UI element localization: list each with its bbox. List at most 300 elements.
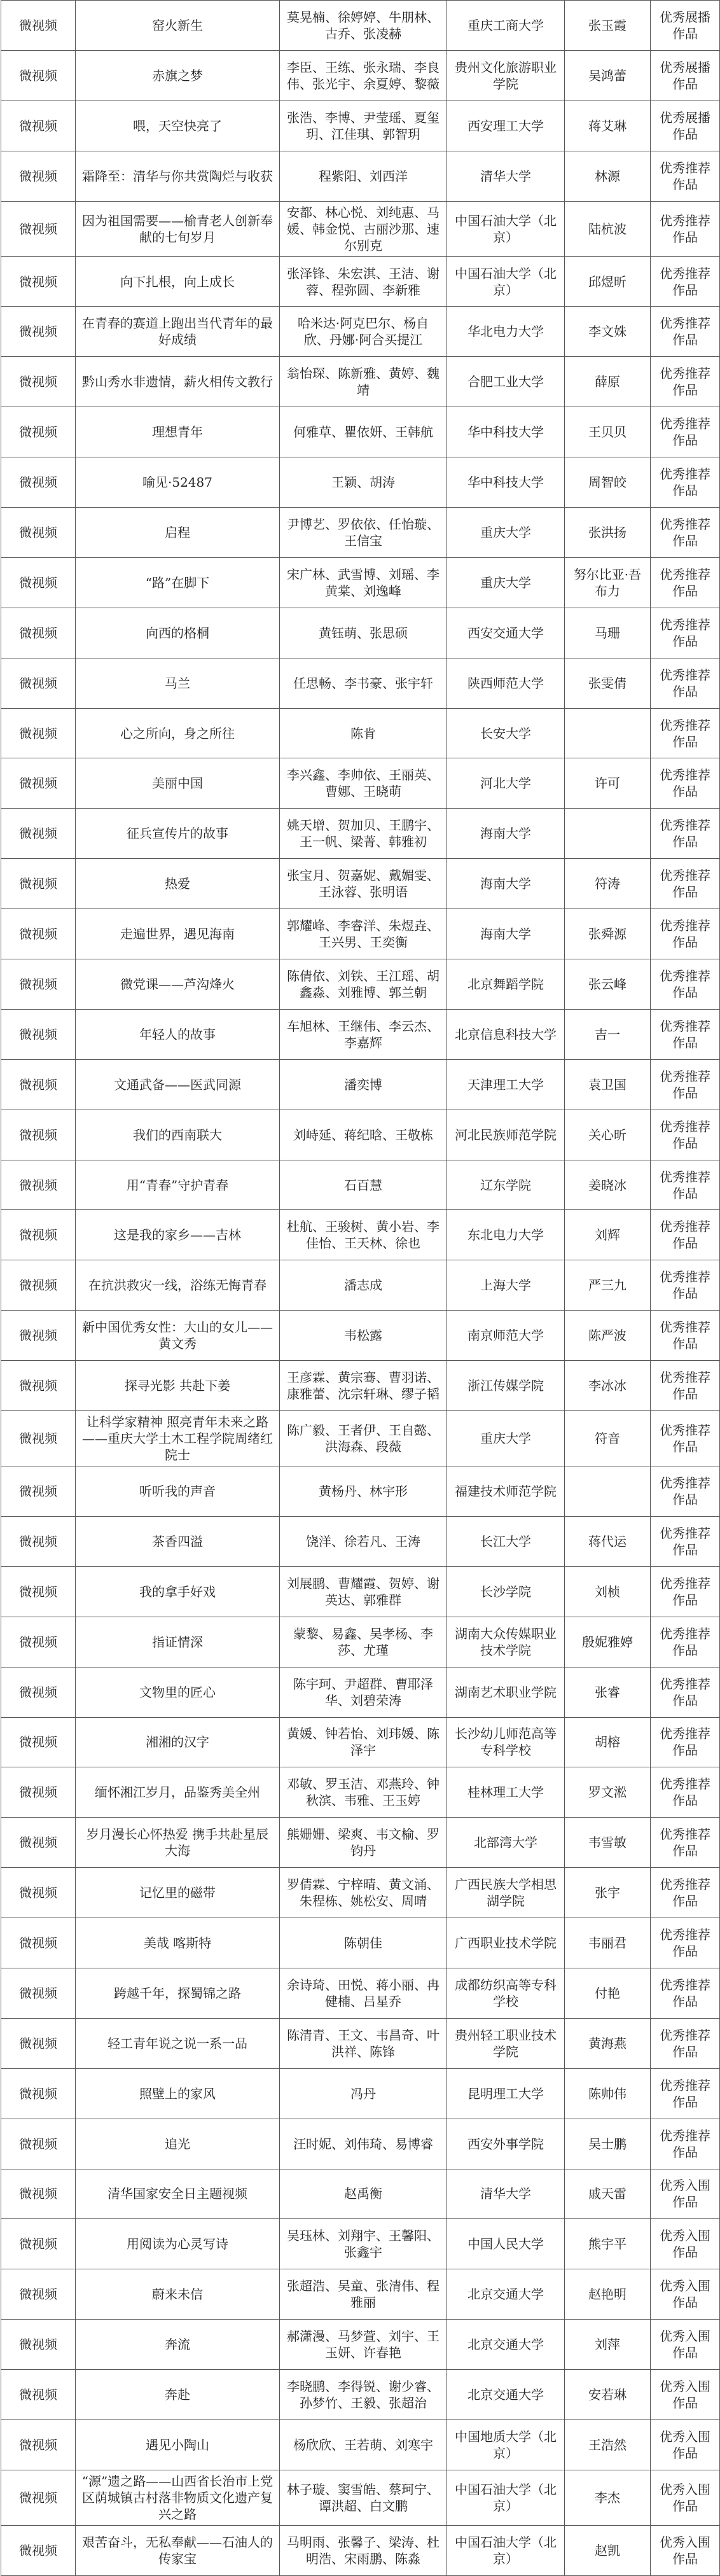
category-cell: 微视频 [1,1516,76,1566]
table-row [1,256,720,307]
advisor-cell: 熊宇平 [565,2219,651,2269]
school-cell: 华中科技大学 [447,407,565,457]
advisor-cell: 姜晓冰 [565,1160,651,1210]
category-cell: 微视频 [1,1466,76,1517]
school-cell: 浙江传媒学院 [447,1361,565,1411]
authors-cell: 翁怡琛、陈新雅、黄婷、魏靖 [280,357,447,407]
table-row [1,758,720,809]
advisor-cell: 胡榕 [565,1717,651,1767]
table-row [1,407,720,457]
table-row [1,859,720,909]
category-cell: 微视频 [1,1009,76,1059]
category-cell: 微视频 [1,809,76,859]
authors-cell: 汪时妮、刘伟琦、易博睿 [280,2119,447,2169]
school-cell: 华中科技大学 [447,457,565,508]
title-cell: 让科学家精神 照亮青年未来之路——重庆大学土木工程学院周绪红院士 [76,1411,280,1466]
school-cell: 西安理工大学 [447,101,565,151]
award-cell: 优秀推荐作品 [651,1260,720,1311]
title-cell: 蔚来未信 [76,2269,280,2320]
category-cell: 微视频 [1,2470,76,2525]
advisor-cell: 赵艳明 [565,2269,651,2320]
table-row [1,1918,720,1968]
authors-cell: 郭耀峰、李睿洋、朱煜垚、王兴男、王奕衡 [280,909,447,959]
advisor-cell [565,809,651,859]
title-cell: 新中国优秀女性：大山的女儿——黄文秀 [76,1311,280,1361]
school-cell: 广西民族大学相思湖学院 [447,1868,565,1918]
title-cell: 听听我的声音 [76,1466,280,1517]
title-cell: 热爱 [76,859,280,909]
school-cell: 重庆大学 [447,557,565,608]
category-cell: 微视频 [1,1566,76,1617]
advisor-cell: 符音 [565,1411,651,1466]
school-cell: 湖南艺术职业学院 [447,1667,565,1717]
title-cell: 用阅读为心灵写诗 [76,2219,280,2269]
advisor-cell: 张雯倩 [565,658,651,708]
category-cell: 微视频 [1,508,76,558]
authors-cell: 余诗琦、田悦、蒋小丽、冉健楠、吕星乔 [280,1968,447,2018]
title-cell: 霜降至：清华与你共赏陶烂与收获 [76,151,280,201]
school-cell: 辽东学院 [447,1160,565,1210]
award-cell: 优秀推荐作品 [651,1818,720,1868]
authors-cell: 黄杨丹、林宇形 [280,1466,447,1517]
award-cell: 优秀推荐作品 [651,658,720,708]
advisor-cell: 王贝贝 [565,407,651,457]
authors-cell: 王颖、胡涛 [280,457,447,508]
authors-cell: 张超浩、吴童、张清伟、程雅丽 [280,2269,447,2320]
authors-cell: 林子璇、窦雪皓、蔡珂宁、谭洪超、白文鹏 [280,2470,447,2525]
table-row [1,50,720,101]
award-cell: 优秀推荐作品 [651,457,720,508]
table-row [1,508,720,558]
advisor-cell: 袁卫国 [565,1059,651,1110]
authors-cell: 李臣、王练、张永瑞、李良伟、张光宇、余夏婷、黎薇 [280,50,447,101]
category-cell: 微视频 [1,50,76,101]
school-cell: 昆明理工大学 [447,2068,565,2119]
title-cell: 照壁上的家风 [76,2068,280,2119]
title-cell: 在青春的赛道上跑出当代青年的最好成绩 [76,307,280,357]
table-row [1,1160,720,1210]
category-cell: 微视频 [1,1667,76,1717]
authors-cell: 郝潇漫、马梦萱、刘宇、王玉妍、许春艳 [280,2320,447,2370]
title-cell: 清华国家安全日主题视频 [76,2169,280,2219]
advisor-cell: 陆杭波 [565,201,651,256]
authors-cell: 安都、林心悦、刘纯惠、马媛、韩金悦、古丽沙那、速尔别克 [280,201,447,256]
title-cell: “源”遗之路——山西省长治市上党区荫城镇古村落非物质文化遗产复兴之路 [76,2470,280,2525]
school-cell: 长安大学 [447,708,565,758]
school-cell: 中国石油大学（北京） [447,2525,565,2575]
table-row [1,2370,720,2420]
table-row [1,357,720,407]
table-row [1,2119,720,2169]
title-cell: 文物里的匠心 [76,1667,280,1717]
table-row [1,608,720,658]
authors-cell: 邓敏、罗玉洁、邓燕玲、钟秋滨、韦雅、王玉婷 [280,1767,447,1818]
category-cell: 微视频 [1,1110,76,1160]
title-cell: 轻工青年说之说一系一品 [76,2018,280,2068]
authors-cell: 杨欣欣、王若萌、刘寒宇 [280,2419,447,2470]
title-cell: 向下扎根，向上成长 [76,256,280,307]
school-cell: 北京交通大学 [447,2370,565,2420]
category-cell: 微视频 [1,307,76,357]
title-cell: 理想青年 [76,407,280,457]
award-cell: 优秀推荐作品 [651,909,720,959]
authors-cell: 蒙黎、易鑫、吴孝杨、李莎、尤瑾 [280,1617,447,1667]
table-row [1,2320,720,2370]
table-row [1,708,720,758]
advisor-cell: 付艳 [565,1968,651,2018]
table-row [1,2269,720,2320]
table-body [1,1,720,2576]
school-cell: 河北民族师范学院 [447,1110,565,1160]
school-cell: 清华大学 [447,151,565,201]
advisor-cell: 张玉霞 [565,1,651,51]
title-cell: 茶香四溢 [76,1516,280,1566]
advisor-cell: 陈严波 [565,1311,651,1361]
table-row [1,2525,720,2575]
category-cell: 微视频 [1,201,76,256]
authors-cell: 任思畅、李书豪、张宇轩 [280,658,447,708]
authors-cell: 潘志成 [280,1260,447,1311]
title-cell: 走遍世界，遇见海南 [76,909,280,959]
school-cell: 中国石油大学（北京） [447,201,565,256]
advisor-cell: 韦雪敏 [565,1818,651,1868]
award-cell: 优秀推荐作品 [651,407,720,457]
category-cell: 微视频 [1,2419,76,2470]
award-cell: 优秀推荐作品 [651,1110,720,1160]
title-cell: 我的拿手好戏 [76,1566,280,1617]
authors-cell: 李晓鹏、李得锐、谢少睿、孙梦竹、王毅、张超治 [280,2370,447,2420]
category-cell: 微视频 [1,2320,76,2370]
school-cell: 广西职业技术学院 [447,1918,565,1968]
table-row [1,1566,720,1617]
school-cell: 天津理工大学 [447,1059,565,1110]
authors-cell: 陈宇珂、尹超群、曹耶泽华、刘碧荣涛 [280,1667,447,1717]
advisor-cell: 吉一 [565,1009,651,1059]
table-row [1,1516,720,1566]
authors-cell: 刘展鹏、曹耀霞、贺婷、谢英达、郭雅群 [280,1566,447,1617]
authors-cell: 吴珏林、刘翔宇、王馨阳、张鑫宇 [280,2219,447,2269]
category-cell: 微视频 [1,151,76,201]
award-cell: 优秀推荐作品 [651,1617,720,1667]
table-row [1,1260,720,1311]
advisor-cell: 邱煜昕 [565,256,651,307]
title-cell: 指证情深 [76,1617,280,1667]
table-row [1,201,720,256]
authors-cell: 熊姗姗、梁爽、韦文榆、罗钧丹 [280,1818,447,1868]
school-cell: 海南大学 [447,909,565,959]
title-cell: 用“青春”守护青春 [76,1160,280,1210]
award-cell: 优秀推荐作品 [651,1667,720,1717]
award-cell: 优秀推荐作品 [651,1767,720,1818]
advisor-cell: 韦丽君 [565,1918,651,1968]
title-cell: 黔山秀水非遗情，薪火相传文教行 [76,357,280,407]
school-cell: 成都纺织高等专科学校 [447,1968,565,2018]
advisor-cell: 蒋艾琳 [565,101,651,151]
title-cell: 征兵宣传片的故事 [76,809,280,859]
authors-cell: 罗倩霖、宁梓晴、黄文涌、朱程栋、姚松安、周晴 [280,1868,447,1918]
authors-cell: 饶洋、徐若凡、王涛 [280,1516,447,1566]
table-row [1,457,720,508]
category-cell: 微视频 [1,1160,76,1210]
school-cell: 长沙学院 [447,1566,565,1617]
category-cell: 微视频 [1,1311,76,1361]
table-row [1,2068,720,2119]
title-cell: 艰苦奋斗，无私奉献——石油人的传家宝 [76,2525,280,2575]
authors-cell: 马明雨、张馨子、梁涛、杜明浩、宋雨鹏、陈淼 [280,2525,447,2575]
school-cell: 上海大学 [447,1260,565,1311]
advisor-cell: 刘桢 [565,1566,651,1617]
advisor-cell: 蒋代运 [565,1516,651,1566]
table-row [1,1717,720,1767]
award-cell: 优秀推荐作品 [651,151,720,201]
award-cell: 优秀推荐作品 [651,1566,720,1617]
authors-cell: 陈清青、王文、韦昌奇、叶洪祥、陈锋 [280,2018,447,2068]
authors-cell: 尹博艺、罗依依、任怡璇、王信宝 [280,508,447,558]
table-row [1,1311,720,1361]
authors-cell: 石百慧 [280,1160,447,1210]
table-row [1,2219,720,2269]
table-row [1,2169,720,2219]
category-cell: 微视频 [1,2269,76,2320]
authors-cell: 哈米达·阿克巴尔、杨自欣、丹娜·阿合买提江 [280,307,447,357]
title-cell: 跨越千年，探蜀锦之路 [76,1968,280,2018]
advisor-cell: 李杰 [565,2470,651,2525]
award-list-table [1,0,720,2576]
award-cell: 优秀推荐作品 [651,1059,720,1110]
category-cell: 微视频 [1,2525,76,2575]
authors-cell: 何雅草、瞿依妍、王韩航 [280,407,447,457]
award-cell: 优秀推荐作品 [651,1361,720,1411]
category-cell: 微视频 [1,2169,76,2219]
category-cell: 微视频 [1,357,76,407]
award-cell: 优秀推荐作品 [651,1210,720,1260]
table-row [1,151,720,201]
table-row [1,1,720,51]
title-cell: 文通武备——医武同源 [76,1059,280,1110]
advisor-cell: 黄海燕 [565,2018,651,2068]
authors-cell: 杜航、王骏树、黄小岩、李佳怡、王天林、徐也 [280,1210,447,1260]
category-cell: 微视频 [1,557,76,608]
table-row [1,1210,720,1260]
table-row [1,101,720,151]
authors-cell: 张浩、李博、尹莹瑶、夏玺玥、江佳琪、郭智玥 [280,101,447,151]
category-cell: 微视频 [1,1,76,51]
award-cell: 优秀入围作品 [651,2169,720,2219]
school-cell: 中国石油大学（北京） [447,2470,565,2525]
award-cell: 优秀推荐作品 [651,1009,720,1059]
authors-cell: 宋广林、武雪博、刘瑶、李黄棠、刘逸峰 [280,557,447,608]
category-cell: 微视频 [1,859,76,909]
title-cell: 启程 [76,508,280,558]
category-cell: 微视频 [1,658,76,708]
award-cell: 优秀推荐作品 [651,1311,720,1361]
advisor-cell: 周智皎 [565,457,651,508]
school-cell: 桂林理工大学 [447,1767,565,1818]
advisor-cell: 张洪扬 [565,508,651,558]
table-row [1,1466,720,1517]
title-cell: 微党课——芦沟烽火 [76,959,280,1010]
advisor-cell: 努尔比亚·吾布力 [565,557,651,608]
table-row [1,959,720,1010]
authors-cell: 刘峙延、蒋纪晗、王敬栋 [280,1110,447,1160]
award-cell: 优秀入围作品 [651,2320,720,2370]
award-cell: 优秀入围作品 [651,2370,720,2420]
title-cell: 赤旗之梦 [76,50,280,101]
category-cell: 微视频 [1,2119,76,2169]
title-cell: “路”在脚下 [76,557,280,608]
authors-cell: 潘奕博 [280,1059,447,1110]
category-cell: 微视频 [1,2370,76,2420]
table-row [1,1110,720,1160]
school-cell: 海南大学 [447,859,565,909]
award-cell: 优秀推荐作品 [651,1868,720,1918]
category-cell: 微视频 [1,1767,76,1818]
table-row [1,557,720,608]
school-cell: 西安外事学院 [447,2119,565,2169]
authors-cell: 王彦霖、黄宗骞、曹羽诺、康雅蕾、沈宗轩琳、缪子韬 [280,1361,447,1411]
advisor-cell: 刘萍 [565,2320,651,2370]
authors-cell: 李兴鑫、李帅依、王丽英、曹娜、王晓萌 [280,758,447,809]
title-cell: 马兰 [76,658,280,708]
school-cell: 北部湾大学 [447,1818,565,1868]
category-cell: 微视频 [1,1818,76,1868]
title-cell: 因为祖国需要——榆青老人创新奉献的七旬岁月 [76,201,280,256]
authors-cell: 车旭林、王继伟、李云杰、李嘉辉 [280,1009,447,1059]
school-cell: 海南大学 [447,809,565,859]
school-cell: 北京交通大学 [447,2269,565,2320]
school-cell: 长江大学 [447,1516,565,1566]
school-cell: 长沙幼儿师范高等专科学校 [447,1717,565,1767]
authors-cell: 冯丹 [280,2068,447,2119]
advisor-cell: 张睿 [565,1667,651,1717]
authors-cell: 张宝月、贺嘉妮、戴媚雯、王泳蓉、张明语 [280,859,447,909]
school-cell: 西安交通大学 [447,608,565,658]
award-cell: 优秀推荐作品 [651,1411,720,1466]
award-cell: 优秀推荐作品 [651,708,720,758]
advisor-cell: 陈帅伟 [565,2068,651,2119]
category-cell: 微视频 [1,1868,76,1918]
table-row [1,1667,720,1717]
school-cell: 陕西师范大学 [447,658,565,708]
school-cell: 南京师范大学 [447,1311,565,1361]
advisor-cell: 殷妮雅婷 [565,1617,651,1667]
school-cell: 中国石油大学（北京） [447,256,565,307]
advisor-cell: 关心昕 [565,1110,651,1160]
table-row [1,307,720,357]
advisor-cell: 薛原 [565,357,651,407]
award-cell: 优秀入围作品 [651,2219,720,2269]
title-cell: 湘湘的汉字 [76,1717,280,1767]
table-row [1,1818,720,1868]
advisor-cell: 张舜源 [565,909,651,959]
award-cell: 优秀入围作品 [651,2419,720,2470]
award-cell: 优秀展播作品 [651,101,720,151]
school-cell: 北京交通大学 [447,2320,565,2370]
category-cell: 微视频 [1,1918,76,1968]
award-cell: 优秀推荐作品 [651,307,720,357]
category-cell: 微视频 [1,1717,76,1767]
advisor-cell: 王浩然 [565,2419,651,2470]
category-cell: 微视频 [1,909,76,959]
table-row [1,1361,720,1411]
advisor-cell: 吴士鹏 [565,2119,651,2169]
table-row [1,1968,720,2018]
advisor-cell: 刘辉 [565,1210,651,1260]
category-cell: 微视频 [1,2068,76,2119]
school-cell: 清华大学 [447,2169,565,2219]
table-row [1,809,720,859]
authors-cell: 陈广毅、王者伊、王自懿、洪海森、段薇 [280,1411,447,1466]
category-cell: 微视频 [1,256,76,307]
advisor-cell: 严三九 [565,1260,651,1311]
school-cell: 重庆大学 [447,1411,565,1466]
title-cell: 奔赴 [76,2370,280,2420]
school-cell: 华北电力大学 [447,307,565,357]
school-cell: 合肥工业大学 [447,357,565,407]
school-cell: 福建技术师范学院 [447,1466,565,1517]
school-cell: 河北大学 [447,758,565,809]
category-cell: 微视频 [1,1411,76,1466]
authors-cell: 黄钰萌、张思硕 [280,608,447,658]
advisor-cell: 赵凯 [565,2525,651,2575]
category-cell: 微视频 [1,959,76,1010]
award-cell: 优秀推荐作品 [651,608,720,658]
category-cell: 微视频 [1,608,76,658]
title-cell: 这是我的家乡——吉林 [76,1210,280,1260]
school-cell: 贵州轻工职业技术学院 [447,2018,565,2068]
table-row [1,1767,720,1818]
advisor-cell [565,1466,651,1517]
award-cell: 优秀推荐作品 [651,557,720,608]
category-cell: 微视频 [1,2018,76,2068]
advisor-cell: 吴鸿蕾 [565,50,651,101]
advisor-cell: 张宇 [565,1868,651,1918]
school-cell: 中国人民大学 [447,2219,565,2269]
award-cell: 优秀推荐作品 [651,758,720,809]
authors-cell: 莫晃楠、徐婷婷、牛朋林、古乔、张凌赫 [280,1,447,51]
award-cell: 优秀入围作品 [651,2525,720,2575]
category-cell: 微视频 [1,101,76,151]
title-cell: 在抗洪救灾一线，浴练无悔青春 [76,1260,280,1311]
award-cell: 优秀入围作品 [651,2470,720,2525]
authors-cell: 陈朝佳 [280,1918,447,1968]
authors-cell: 张泽锋、朱宏淇、王洁、谢蓉、程弥圆、李新雅 [280,256,447,307]
category-cell: 微视频 [1,1059,76,1110]
advisor-cell: 安若琳 [565,2370,651,2420]
advisor-cell: 符涛 [565,859,651,909]
title-cell: 喂，天空快亮了 [76,101,280,151]
award-cell: 优秀推荐作品 [651,357,720,407]
school-cell: 湖南大众传媒职业技术学院 [447,1617,565,1667]
award-cell: 优秀推荐作品 [651,959,720,1010]
award-cell: 优秀推荐作品 [651,1717,720,1767]
award-cell: 优秀推荐作品 [651,1918,720,1968]
title-cell: 喻见·52487 [76,457,280,508]
advisor-cell [565,708,651,758]
award-cell: 优秀推荐作品 [651,859,720,909]
award-cell: 优秀推荐作品 [651,256,720,307]
school-cell: 北京舞蹈学院 [447,959,565,1010]
authors-cell: 程紫阳、刘西洋 [280,151,447,201]
advisor-cell: 许可 [565,758,651,809]
school-cell: 重庆大学 [447,508,565,558]
advisor-cell: 张云峰 [565,959,651,1010]
table-row [1,1059,720,1110]
advisor-cell: 戚天雷 [565,2169,651,2219]
title-cell: 探寻光影 共赴下姜 [76,1361,280,1411]
title-cell: 岁月漫长心怀热爱 携手共赴星辰大海 [76,1818,280,1868]
authors-cell: 陈倩依、刘铁、王江瑶、胡鑫淼、刘雅博、郭兰朝 [280,959,447,1010]
